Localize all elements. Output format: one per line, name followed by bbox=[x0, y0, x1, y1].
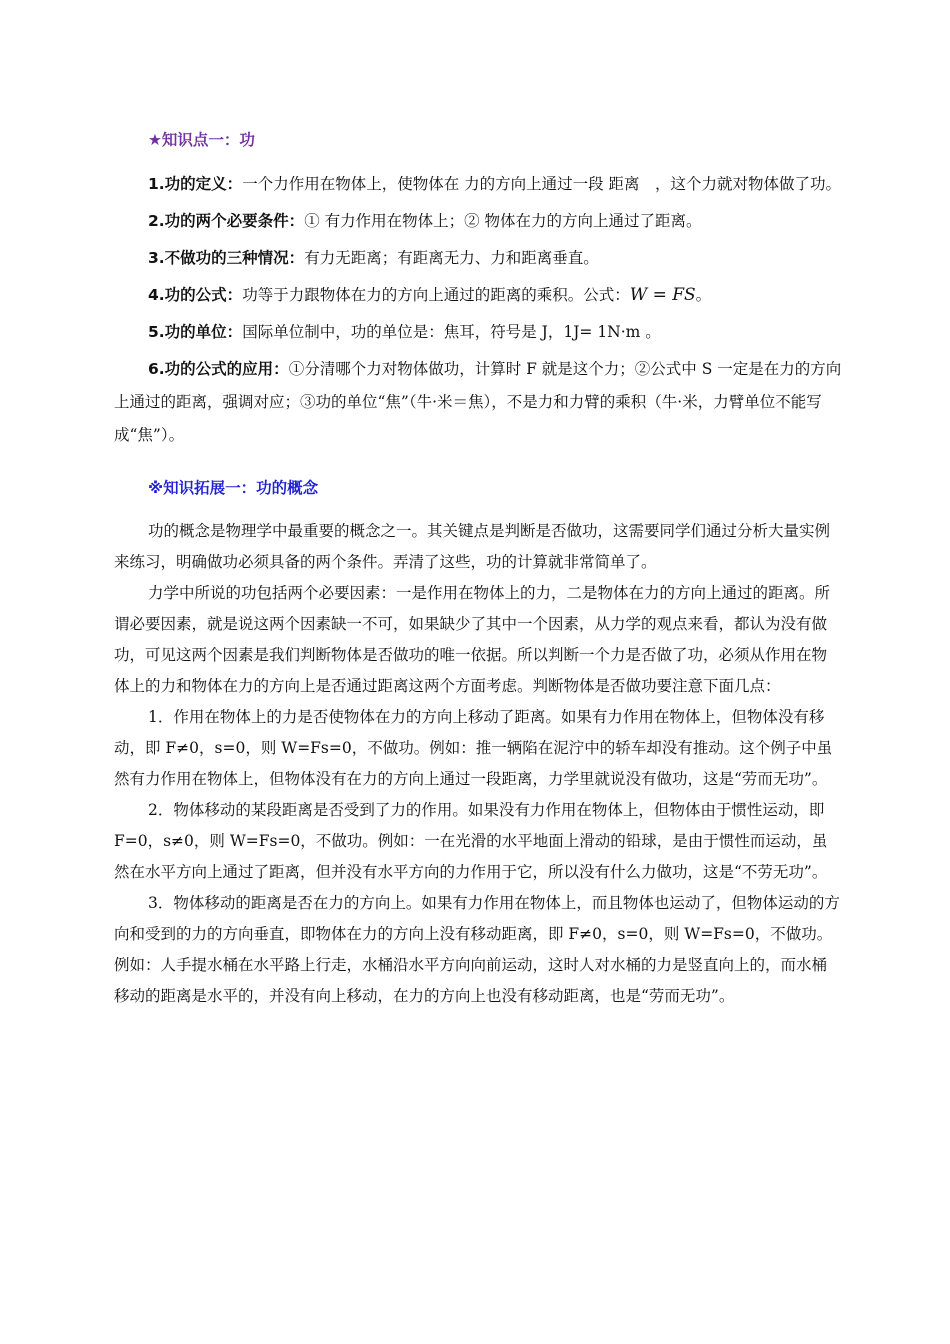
section-spacer bbox=[114, 456, 842, 474]
extension-paragraph: 3．物体移动的距离是否在力的方向上。如果有力作用在物体上，而且物体也运动了，但物体运动的方向和受到的力的方向垂直，即物体在力的方向上没有移动距离，即 F≠0，s=0，则 W=Fs=0，不做功。例如：人手提水桶在水平路上行走，水桶沿水平方向向前运动，这时人对水桶的力是竖直向上的，而水桶移动的距离是水平的，并没有向上移动，在力的方向上也没有移动距离，也是“劳而无功”。 bbox=[114, 894, 840, 1005]
point-conditions: 2.功的两个必要条件：① 有力作用在物体上；② 物体在力的方向上通过了距离。 bbox=[148, 212, 702, 230]
section-heading-knowledge-point: ★知识点一：功 bbox=[148, 131, 255, 149]
knowledge-point-list bbox=[114, 168, 842, 452]
extension-body bbox=[114, 516, 842, 1012]
document-page bbox=[114, 126, 842, 1012]
point-formula: 4.功的公式：功等于力跟物体在力的方向上通过的距离的乘积。公式：W = FS。 bbox=[148, 285, 712, 305]
section-heading-extension: ※知识拓展一：功的概念 bbox=[148, 479, 319, 497]
point-no-work-cases: 3.不做功的三种情况：有力无距离；有距离无力、力和距离垂直。 bbox=[148, 249, 599, 267]
extension-paragraph: 1．作用在物体上的力是否使物体在力的方向上移动了距离。如果有力作用在物体上，但物体没有移动，即 F≠0，s=0，则 W=Fs=0，不做功。例如：推一辆陷在泥泞中的轿车却没有推动。这个例子中虽然有力作用在物体上，但物体没有在力的方向上通过一段距离，力学里就说没有做功，这是“劳而无功”。 bbox=[114, 708, 833, 788]
extension-paragraph: 功的概念是物理学中最重要的概念之一。其关键点是判断是否做功，这需要同学们通过分析大量实例来练习，明确做功必须具备的两个条件。弄清了这些，功的计算就非常简单了。 bbox=[114, 522, 831, 571]
point-unit: 5.功的单位：国际单位制中，功的单位是：焦耳，符号是 J，1J= 1N·m 。 bbox=[148, 323, 661, 341]
point-definition: 1.功的定义：一个力作用在物体上，使物体在 力的方向上通过一段 距离 ，这个力就对物体做了功。 bbox=[148, 175, 842, 193]
extension-paragraph: 2．物体移动的某段距离是否受到了力的作用。如果没有力作用在物体上，但物体由于惯性运动，即 F=0，s≠0，则 W=Fs=0，不做功。例如：一在光滑的水平地面上滑动的铅球，是由于惯性而运动，虽然在水平方向上通过了距离，但并没有水平方向的力作用于它，所以没有什么力做功，这是“不劳无功”。 bbox=[114, 801, 828, 881]
point-application: 6.功的公式的应用：①分清哪个力对物体做功，计算时 F 就是这个力；②公式中 S 一定是在力的方向上通过的距离，强调对应；③功的单位“焦”（牛·米＝焦），不是力和力臂的乘积（牛·米，力臂单位不能写成“焦”）。 bbox=[114, 360, 842, 444]
extension-paragraph: 力学中所说的功包括两个必要因素：一是作用在物体上的力，二是物体在力的方向上通过的距离。所谓必要因素，就是说这两个因素缺一不可，如果缺少了其中一个因素，从力学的观点来看，都认为没有做功，可见这两个因素是我们判断物体是否做功的唯一依据。所以判断一个力是否做了功，必须从作用在物体上的力和物体在力的方向上是否通过距离这两个方面考虑。判断物体是否做功要注意下面几点： bbox=[114, 584, 831, 695]
work-formula: W = FS bbox=[629, 285, 696, 305]
